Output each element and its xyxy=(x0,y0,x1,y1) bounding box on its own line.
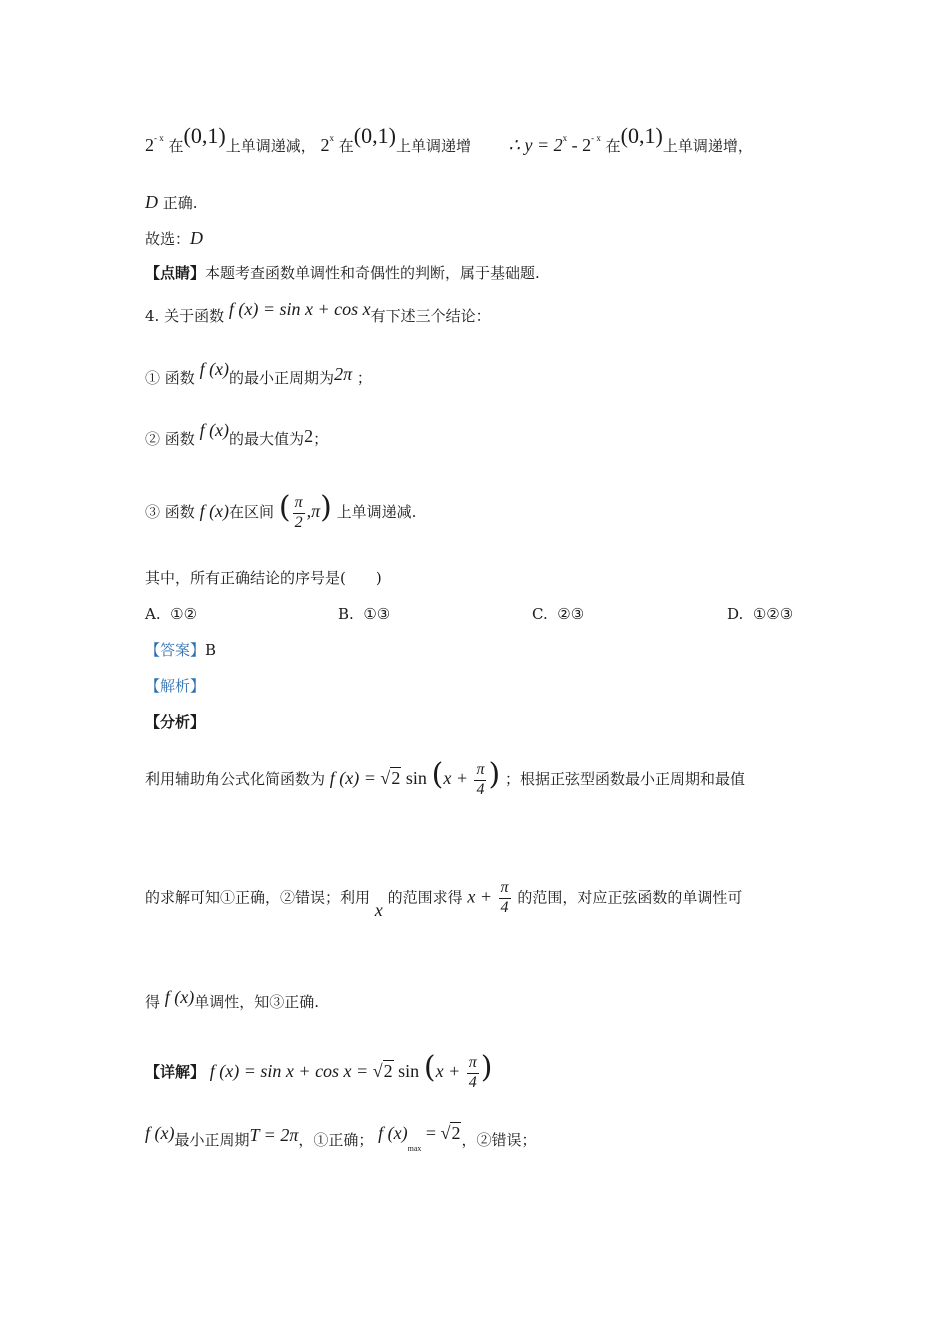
left-paren: ( xyxy=(278,490,291,525)
last-b: ，①正确； xyxy=(298,1131,374,1149)
d-correct-text: 正确. xyxy=(158,194,198,212)
dianjing-line xyxy=(145,266,540,281)
c2-end: ； xyxy=(313,430,329,448)
c1-end: ； xyxy=(356,369,372,387)
p1-fraction xyxy=(474,762,486,799)
option-c-letter: C. xyxy=(532,605,548,623)
c3-den: 2 xyxy=(294,513,303,531)
option-d-value: ①②③ xyxy=(752,605,794,623)
c1-value: 2π xyxy=(334,364,353,384)
fenxi-line xyxy=(145,715,205,730)
conclusion-2 xyxy=(145,420,329,448)
last-sqrt-sign: √ xyxy=(440,1123,451,1143)
conclusion-1 xyxy=(145,359,372,387)
detail-num: π xyxy=(467,1055,479,1074)
option-c-value: ②③ xyxy=(557,605,585,623)
answer-tag: 【答案】 xyxy=(145,641,206,659)
question-tail: 有下述三个结论： xyxy=(370,307,491,325)
detail-lparen: ( xyxy=(423,1050,436,1085)
option-c[interactable] xyxy=(532,607,584,622)
exp-b: x xyxy=(329,133,334,143)
c1-text: 的最小正周期为 xyxy=(229,369,335,387)
detail-line xyxy=(145,1050,492,1091)
c3-func: f (x) xyxy=(199,501,230,521)
inc-text-2: 上单调递增， xyxy=(662,137,753,155)
detail-eq: f (x) = sin x + cos x = xyxy=(209,1061,373,1081)
zai-3: 在 xyxy=(605,137,621,155)
last-eq: = xyxy=(421,1123,441,1143)
interval-1: (0,1) xyxy=(183,123,226,148)
p2-end: 的范围，对应正弦函数的单调性可 xyxy=(517,888,743,907)
p1-sqrt-sign: √ xyxy=(380,768,391,788)
c3-text: 在区间 xyxy=(229,503,275,521)
question-ask xyxy=(145,571,382,586)
last-c: ，②错误； xyxy=(461,1131,537,1149)
p1-root: 2 xyxy=(391,768,401,788)
detail-tag: 【详解】 xyxy=(145,1063,206,1081)
p2-num: π xyxy=(499,880,511,899)
dec-text: 上单调递减， xyxy=(225,137,316,155)
answer-value: B xyxy=(205,641,217,659)
p3-a: 得 xyxy=(145,993,161,1011)
exp-a: - x xyxy=(154,133,164,143)
detail-sqrt-sign: √ xyxy=(372,1061,383,1081)
exp-base-a: 2 xyxy=(145,135,154,155)
c3-label: ③ 函数 xyxy=(145,503,195,521)
last-max: max xyxy=(407,1144,422,1153)
d-correct-line xyxy=(145,193,198,211)
zai-1: 在 xyxy=(168,137,184,155)
analysis-tag: 【解析】 xyxy=(145,677,206,695)
option-a-value: ①② xyxy=(170,605,198,623)
p3-func: f (x) xyxy=(164,987,195,1007)
c2-value: 2 xyxy=(304,426,314,446)
option-a-letter: A. xyxy=(145,605,161,623)
p2-fraction xyxy=(499,880,511,917)
detail-den: 4 xyxy=(468,1073,477,1091)
dianjing-tag: 【点睛】 xyxy=(145,264,206,282)
analysis-para-2 xyxy=(145,879,743,921)
choose-d: D xyxy=(190,228,204,248)
last-func-2: f (x) xyxy=(378,1123,408,1143)
p1-num: π xyxy=(474,762,486,781)
interval-3: (0,1) xyxy=(620,123,663,148)
detail-rparen: ) xyxy=(480,1050,493,1085)
p3-b: 单调性，知③正确. xyxy=(194,993,320,1011)
fenxi-tag: 【分析】 xyxy=(145,713,206,731)
p2-text: 的求解可知①正确，②错误；利用 xyxy=(145,888,371,907)
analysis-para-3 xyxy=(145,987,320,1011)
monotonic-line xyxy=(145,123,753,155)
option-b-value: ①③ xyxy=(363,605,391,623)
detail-x: x + xyxy=(435,1061,465,1081)
p1-end: ；根据正弦型函数最小正周期和最值 xyxy=(504,770,745,788)
option-b-letter: B. xyxy=(338,605,354,623)
option-a[interactable] xyxy=(145,607,197,622)
exp-c: x xyxy=(562,133,568,143)
p1-func: f (x) = xyxy=(329,768,381,788)
conclusion-3 xyxy=(145,490,416,531)
exp-base-b: 2 xyxy=(320,135,330,155)
exp-d: - x xyxy=(591,133,601,143)
detail-fraction xyxy=(467,1055,479,1092)
analysis-para-1 xyxy=(145,757,745,798)
detail-sin: sin xyxy=(393,1061,420,1081)
option-d[interactable] xyxy=(727,607,793,622)
zai-2: 在 xyxy=(338,137,354,155)
question-func: f (x) = sin x + cos x xyxy=(228,299,371,319)
question-lead: 4. 关于函数 xyxy=(145,307,225,325)
p2-x: x xyxy=(374,900,383,921)
option-d-letter: D. xyxy=(727,605,744,623)
choose-line xyxy=(145,229,203,247)
c1-func: f (x) xyxy=(199,359,230,379)
p1-den: 4 xyxy=(476,780,485,798)
therefore-expr: ∴ y = 2 xyxy=(508,135,563,155)
p2-xp: x + xyxy=(467,886,497,907)
analysis-line xyxy=(145,679,205,694)
p2-den: 4 xyxy=(500,898,509,916)
c2-label: ② 函数 xyxy=(145,430,195,448)
c3-num: π xyxy=(293,495,305,514)
option-b[interactable] xyxy=(338,607,390,622)
dianjing-text: 本题考查函数单调性和奇偶性的判断，属于基础题. xyxy=(205,264,540,282)
inc-text: 上单调递增 xyxy=(395,137,471,155)
question-stem xyxy=(145,299,491,325)
p1-lparen: ( xyxy=(431,757,444,792)
p1-rparen: ) xyxy=(488,757,501,792)
last-a: 最小正周期 xyxy=(174,1131,250,1149)
last-T: T = 2π xyxy=(249,1125,299,1145)
c3-end: 上单调递减. xyxy=(336,503,417,521)
c3-fraction xyxy=(293,495,305,532)
answer-line xyxy=(145,643,216,658)
c2-func: f (x) xyxy=(199,420,230,440)
detail-root: 2 xyxy=(383,1061,393,1081)
p1-sin: sin xyxy=(401,768,427,788)
ask-text: 其中，所有正确结论的序号是( ) xyxy=(145,569,382,587)
p1-text: 利用辅助角公式化简函数为 xyxy=(145,770,326,788)
last-root: 2 xyxy=(451,1123,461,1143)
interval-2: (0,1) xyxy=(353,123,396,148)
c3-after: ,π xyxy=(306,501,321,521)
minus-term: - 2 xyxy=(567,135,592,155)
choose-text: 故选： xyxy=(145,230,191,248)
c2-text: 的最大值为 xyxy=(229,430,305,448)
d-letter: D xyxy=(145,192,158,212)
period-line xyxy=(145,1123,537,1153)
last-func: f (x) xyxy=(145,1123,175,1143)
right-paren: ) xyxy=(320,490,332,525)
p2-mid: 的范围求得 xyxy=(387,888,463,907)
p1-x: x + xyxy=(443,768,473,788)
c1-label: ① 函数 xyxy=(145,369,195,387)
